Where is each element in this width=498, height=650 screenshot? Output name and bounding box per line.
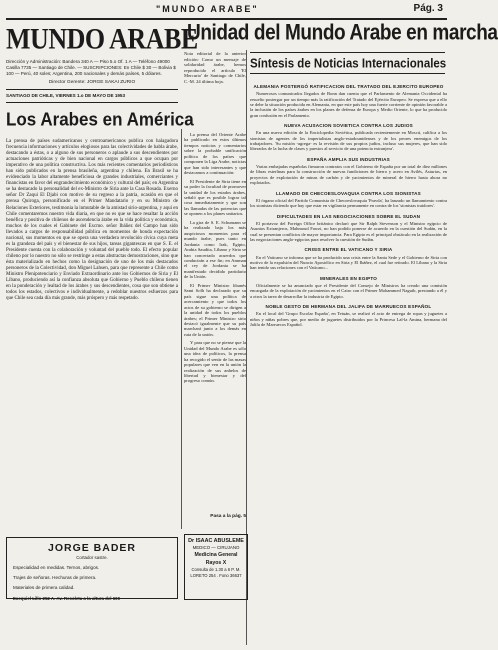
divider bbox=[6, 89, 178, 90]
section-text: En el local del 'Grupo Escolar España', en Tetuán, se realizó el acto de entrega de ropas y juguetes a niños y niñas pobres que, por medio de juguetes distribuidos por la Princesa Lal-la Amina, hermana del Jalifa de Marruecos Español. bbox=[250, 311, 447, 328]
news-summary-title: Síntesis de Noticias Internacionales bbox=[250, 57, 447, 71]
headline-right: Unidad del Mundo Arabe en marcha bbox=[187, 20, 498, 45]
continued-note: Pasa a la pág. 5 bbox=[210, 514, 246, 519]
section-title: CRISIS ENTRE EL VATICANO Y SIRIA bbox=[304, 247, 393, 253]
ad-subtitle: Cortador sastre. bbox=[76, 555, 108, 560]
center-column-text bbox=[184, 132, 246, 387]
paragraph: La gira de S. E. Schumann se ha realizado bajo los más auspiciosos momentos para el mundo árabe, pues tanto en Jordania como Irak, Egipto, Arabia Saudita, Líbano y Siria se han concertado acuerdos que conducirán a ese fin; en Amman el rey de Jordania se ha manifestado decidido partidario de la Unión. bbox=[184, 219, 246, 280]
section-text: Varias embajadas españolas firmaron contratos con el Gobierno de España por un total de diez millones de libras esterlinas para la construcción de nuevas fundiciones de hierro y acero en Avilés, Asturias, en proyectos de explotación de minas de carbón y de yacimientos de mineral de hierro hasta ahora no explotados. bbox=[250, 164, 447, 186]
editorial-note: Nota editorial de la anterior edición: Como un mensaje de solidaridad árabe, hemos reproducido el artículo 'El Mercurio' de Santiago de Chile, C.-M. 24 última hoja. bbox=[184, 51, 246, 84]
ad-line: Medicina General bbox=[194, 552, 238, 558]
section-title: ESPAÑA AMPLIA SUS INDUSTRIAS bbox=[307, 156, 390, 162]
ad-jorge-bader bbox=[6, 537, 178, 599]
section-title: DIFICULTADES EN LAS NEGOCIACIONES SOBRE EL SUDAN bbox=[276, 213, 421, 219]
ad-address: Exequiel Lillo 252 A. Av. Recoleta a la altura del 600 bbox=[13, 596, 121, 601]
news-summary-header bbox=[250, 52, 445, 74]
paragraph: La prensa del Oriente Arabe ha publicado en estos últimos tiempos noticias y comentarios sobre la probable unificación política de los países que componen la Liga Arabe, noticias que han sido interesantes y que destacamos a continuación: bbox=[184, 132, 246, 176]
article-body-left: La prensa de países sudamericanos y centroamericanos publica con halagadora frecuencia informaciones y artículos elogiosos para las colectividades de habla árabe, destacando a éstas, o a alguno de sus personeros o aplaude a sus descendientes por actuaciones patrióticas y de bien nacional en cargos públicos a que ocupan por imperativo de una política constructiva. Los más recientes comentarios periodísticos han sido publicados en la prensa brasileña, argentina y chilena. En Brasil se ha evidenciado la labor altamente beneficiosa de grandes industriales, comerciantes y financistas en favor del engrandecimiento económico y cultural del país; en Argentina se ha destacado la personalidad del ex-Ministro de Siria ante la Casa Rosada. Exerno señor Dr Zaqui El Djabi con motivo de su regreso a la patria, ocasión en que el prensa Quiroga, personificado en el Primer Mandatario y en su Ministro de Relaciones Exteriores, testimonia la inmutable de la amistad sirio-argentina, y aquí en Chile comentaremos nuestro vida diaria, en que no es que se hace resaltar la acción benéfica y positiva de chilenos de ascendencia árabe en la vida política y económica, muchos de los cuales el Gabinete del Excmo. señor Ibáñez del Campo han sido llevados a cargos de responsabilidad pública en momentos de honda expectación nacional, sus momentos en que se opera una verdadera revolución cívica cuya meta es la grandeza del país y el bienestar de sus hijos, tareas gigantescas en que S. E. el Presidente cuenta con la colaboración y voluntad del pueblo todo. El efecto popular chileno por lo nuestro no sólo se restringe a estas abstractas demostraciones, sino que ésta materializado en hechos como la designación de uno de los más destacados personeros de la Colectividad, don Miguel Lahsen, para que represente a Chile como Ministro Plenipotenciario y Enviado Extraordinario ante los Gobiernos de Siria y El Líbano, produciendo así la confianza absoluta que Gobierno y Pueblo chileno tienen en la ponderación y lealtad de los árabes y sus descendientes, cosa que son obtiene a todos los estados, colectivos e individualmente, a redoblar nuestros esfuerzos para que Chile sea cada día más grande, más próspero y más respetado. bbox=[6, 139, 178, 302]
page-number: Pág. 3 bbox=[413, 3, 443, 14]
divider bbox=[6, 102, 178, 103]
section-title: NOBLE GESTO DE HERMANA DEL JALIFA DE MARRUECOS ESPAÑOL bbox=[265, 304, 432, 309]
headline-left: Los Arabes en América bbox=[6, 109, 194, 130]
ad-line: Consulta de 1.30 a 6 P. M. bbox=[191, 567, 241, 572]
paragraph: Y para que no se piense que la Unidad del Mundo Arabe es sólo una idea de políticos, la prensa ha recogido el sentir de las masas populares que ven en la unión la realización de sus anhelos de libertad y bienestar y del progreso común. bbox=[184, 340, 246, 384]
section-title: LLAMADO DE CHECOESLOVAQUIA CONTRA LOS SIONISTAS bbox=[276, 190, 421, 196]
masthead-title: MUNDO ARABE bbox=[6, 22, 198, 56]
ad-name: JORGE BADER bbox=[47, 542, 136, 554]
column-rule bbox=[181, 129, 182, 529]
ad-address: LORETO 254 . Fono 36637 bbox=[190, 573, 242, 578]
running-head-title: "MUNDO ARABE" bbox=[156, 4, 259, 14]
left-column bbox=[6, 22, 198, 302]
section-text: En una nueva edición de la Enciclopedia Soviética, publicada recientemente en Moscú, califica a los sionistas de agentes de los imperialistas anglo-estadounidenses y de los peores enemigos de los trabajadores. 'Su misión -agrega- es la revisión de sus propios judíos, incluso sus mujeres, que han sido liberados de la lucha de clases y puestos al servicio de una potencia extranjera'. bbox=[250, 130, 447, 152]
ad-isaac-abusleme bbox=[184, 534, 248, 600]
masthead-director: Director Gerente: JORGE SAKAI ZURIO bbox=[48, 80, 136, 85]
paragraph: El Primer Ministro libanés Sami Solh ha declarado que su país sigue una política de acercamiento y que todos los actos de su gobierno se dirigen a la unidad de todos los pueblos árabes; el Primer Ministro sirio destacó igualmente que su país marchará junto a los demás en ruta de la unión. bbox=[184, 282, 246, 337]
news-summary-column bbox=[250, 79, 447, 330]
section-text: Oficialmente se ha anunciado que el Presidente del Consejo de Ministros ha creado una comisión encargada de la explotación de yacimientos en el Cairo con el Primer Mohammed Naguib, prestando a él y a otros la tarea de desarrollar la industria de Egipto. bbox=[250, 282, 447, 299]
masthead-info: Dirección y Administración: Bandera 340 A — Piso 5.o Of. 1 A — Teléfono 49000 Casilla 7735 — Santiago de Chile. — SUSCRIPCIONES: En Chile $ 30 — Bolivia $ 100 — Perú, 40 soles; Argentina, 200 nacionales y demás países, 5 dólares. bbox=[6, 59, 176, 76]
ad-line: Rayos X bbox=[205, 560, 227, 566]
ad-line: Trajes de señoras. Hechuras de primera. bbox=[13, 575, 97, 580]
ad-line: Materiales de primera calidad. bbox=[13, 585, 75, 590]
newspaper-page bbox=[6, 3, 498, 644]
ad-line: Especialidad en medidas. Ternos, abrigos. bbox=[13, 565, 100, 570]
section-title: NUEVA ACUSACION SOVIETICA CONTRA LOS JUDIOS bbox=[284, 123, 413, 129]
section-text: El portavoz del Foreign Office británico declaró que Sir Ralph Stevenson y el Ministro egipcio de Asuntos Extranjeros, Mahmoud Fawzi, no han podido ponerse de acuerdo en la cuestión del Sudán, en la cual se presentan conflictos de mayor importancia. Para Egipto es el principal obstáculo en la realización de las negociaciones anglo-egipcias para resolver la cuestión de Sudán. bbox=[250, 220, 447, 242]
ad-line: MEDICO — CIRUJANO bbox=[192, 545, 240, 550]
running-head bbox=[6, 4, 447, 20]
section-title: MINERALES EN EGIPTO bbox=[319, 275, 378, 281]
paragraph: El Presidente de Siria tiene en su poder la facultad de promover la unidad de los estados árabes, señaló que es posible lograr tal cosa inmediatamente y que son las llamadas de las potencias que se oponen a los planes unitarios. bbox=[184, 178, 246, 217]
section-text: Numerosos comunicados llegados de Bonn dan cuenta que el Parlamento de Alemania Occidental ha resuelto postergar por un tiempo más la ratificación del Tratado del Ejército Europeo. Se expresa que a ello se debe la situación producida en Alemania, en que este país hoy una fuerte corriente de opinión favorable a la inclusión de los países árabes en los planes de defensa de Europa y Medio Oriente, lo que ha producido gran confusión en el Parlamento. bbox=[250, 91, 447, 118]
section-title: ALEMANIA POSTERGÓ RATIFICACION DEL TRATADO DEL EJERCITO EUROPEO bbox=[253, 84, 444, 89]
dateline: SANTIAGO DE CHILE, VIERNES 1.o DE MAYO DE 1953 bbox=[6, 93, 126, 98]
section-text: En el Vaticano se informa que se ha producido una crisis entre la Santa Sede y el Gobierno de Siria con motivo de la expulsión del Nuncio Apostólico en Siria y El Ibáñez, el cual fue retirado. El Líbano y la Siria han tenido sus relaciones con el Vaticano... bbox=[250, 254, 447, 271]
section-text: El órgano oficial del Partido Comunista de Checoeslovaquia 'Pravda', ha lanzado un llamamiento contra los sionistas diciendo que hay que estar en vigilancia permanente en contra de los 'sionistas traidores'. bbox=[250, 197, 447, 209]
ad-name: Dr ISAAC ABUSLEME bbox=[188, 538, 244, 544]
